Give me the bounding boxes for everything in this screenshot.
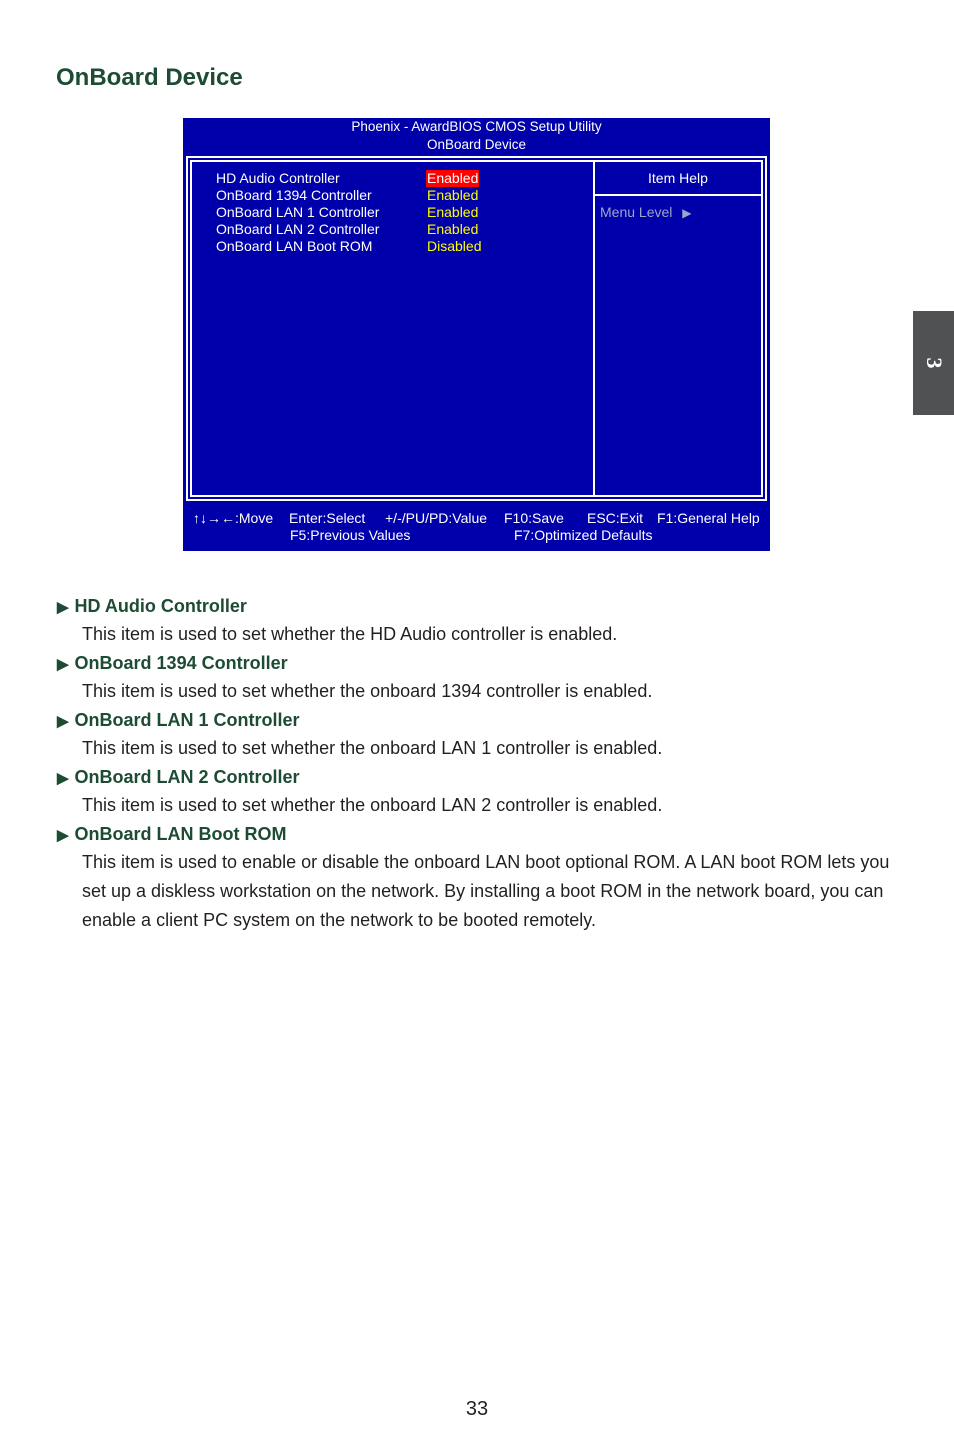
section-title: OnBoard LAN Boot ROM — [74, 824, 287, 844]
right-triangle-icon: ▶ — [57, 713, 69, 730]
setting-value[interactable]: Enabled — [427, 170, 479, 186]
item-help-panel — [595, 162, 761, 495]
help-divider — [595, 194, 761, 196]
section-lan1 — [57, 706, 907, 763]
menu-level-label: Menu Level — [600, 204, 673, 220]
footer-move: ↑↓→←:Move — [193, 510, 274, 526]
section-title: HD Audio Controller — [74, 596, 247, 616]
bios-header — [183, 118, 770, 153]
footer-value: +/-/PU/PD:Value — [385, 510, 488, 526]
bios-frame — [186, 156, 767, 501]
setting-row-lan-boot-rom[interactable] — [216, 238, 596, 255]
bios-utility-title: Phoenix - AwardBIOS CMOS Setup Utility — [351, 119, 602, 134]
bios-footer — [183, 508, 770, 548]
setting-value[interactable]: Enabled — [427, 187, 479, 203]
chapter-number: 3 — [921, 357, 947, 369]
setting-row-hd-audio[interactable] — [216, 170, 596, 187]
setting-name: HD Audio Controller — [216, 170, 340, 186]
page-number: 33 — [465, 1398, 489, 1420]
chapter-tab — [913, 311, 954, 415]
setting-row-lan1[interactable] — [216, 204, 596, 221]
section-lan-boot-rom — [57, 820, 907, 935]
setting-name: OnBoard 1394 Controller — [216, 187, 372, 203]
item-help-title: Item Help — [648, 170, 708, 186]
settings-list — [216, 170, 596, 255]
section-body: This item is used to set whether the HD Audio controller is enabled. — [82, 624, 618, 644]
footer-defaults: F7:Optimized Defaults — [514, 527, 653, 543]
setting-name: OnBoard LAN 2 Controller — [216, 221, 380, 237]
section-title: OnBoard LAN 1 Controller — [74, 710, 300, 730]
page-title: OnBoard Device — [56, 64, 243, 91]
bios-inner-frame — [190, 160, 763, 497]
footer-help: F1:General Help — [657, 510, 760, 526]
right-triangle-icon: ▶ — [682, 206, 692, 220]
right-triangle-icon: ▶ — [57, 599, 69, 616]
right-triangle-icon: ▶ — [57, 827, 69, 844]
footer-save: F10:Save — [504, 510, 564, 526]
bios-screen — [183, 118, 770, 551]
footer-exit: ESC:Exit — [587, 510, 644, 526]
setting-value[interactable]: Disabled — [427, 238, 482, 254]
setting-name: OnBoard LAN Boot ROM — [216, 238, 373, 254]
settings-panel — [192, 162, 593, 495]
section-title: OnBoard 1394 Controller — [74, 653, 288, 673]
section-body: This item is used to enable or disable the onboard LAN boot optional ROM. A LAN boot ROM lets you set up a diskless workstation on the network. By installing a boot ROM in the network board, you can enable a client PC system on the network to be booted remotely. — [82, 852, 890, 930]
setting-row-1394[interactable] — [216, 187, 596, 204]
menu-level — [600, 204, 692, 220]
right-triangle-icon: ▶ — [57, 770, 69, 787]
section-body: This item is used to set whether the onboard LAN 1 controller is enabled. — [82, 738, 663, 758]
bios-screen-title: OnBoard Device — [426, 136, 527, 152]
setting-value[interactable]: Enabled — [427, 221, 479, 237]
footer-select: Enter:Select — [289, 510, 366, 526]
right-triangle-icon: ▶ — [57, 656, 69, 673]
section-body: This item is used to set whether the onboard 1394 controller is enabled. — [82, 681, 653, 701]
section-lan2 — [57, 763, 907, 820]
setting-value[interactable]: Enabled — [427, 204, 479, 220]
section-title: OnBoard LAN 2 Controller — [74, 767, 300, 787]
footer-previous: F5:Previous Values — [290, 527, 411, 543]
section-hd-audio — [57, 592, 907, 649]
section-1394 — [57, 649, 907, 706]
setting-row-lan2[interactable] — [216, 221, 596, 238]
setting-name: OnBoard LAN 1 Controller — [216, 204, 380, 220]
description-sections — [57, 592, 907, 935]
section-body: This item is used to set whether the onboard LAN 2 controller is enabled. — [82, 795, 663, 815]
